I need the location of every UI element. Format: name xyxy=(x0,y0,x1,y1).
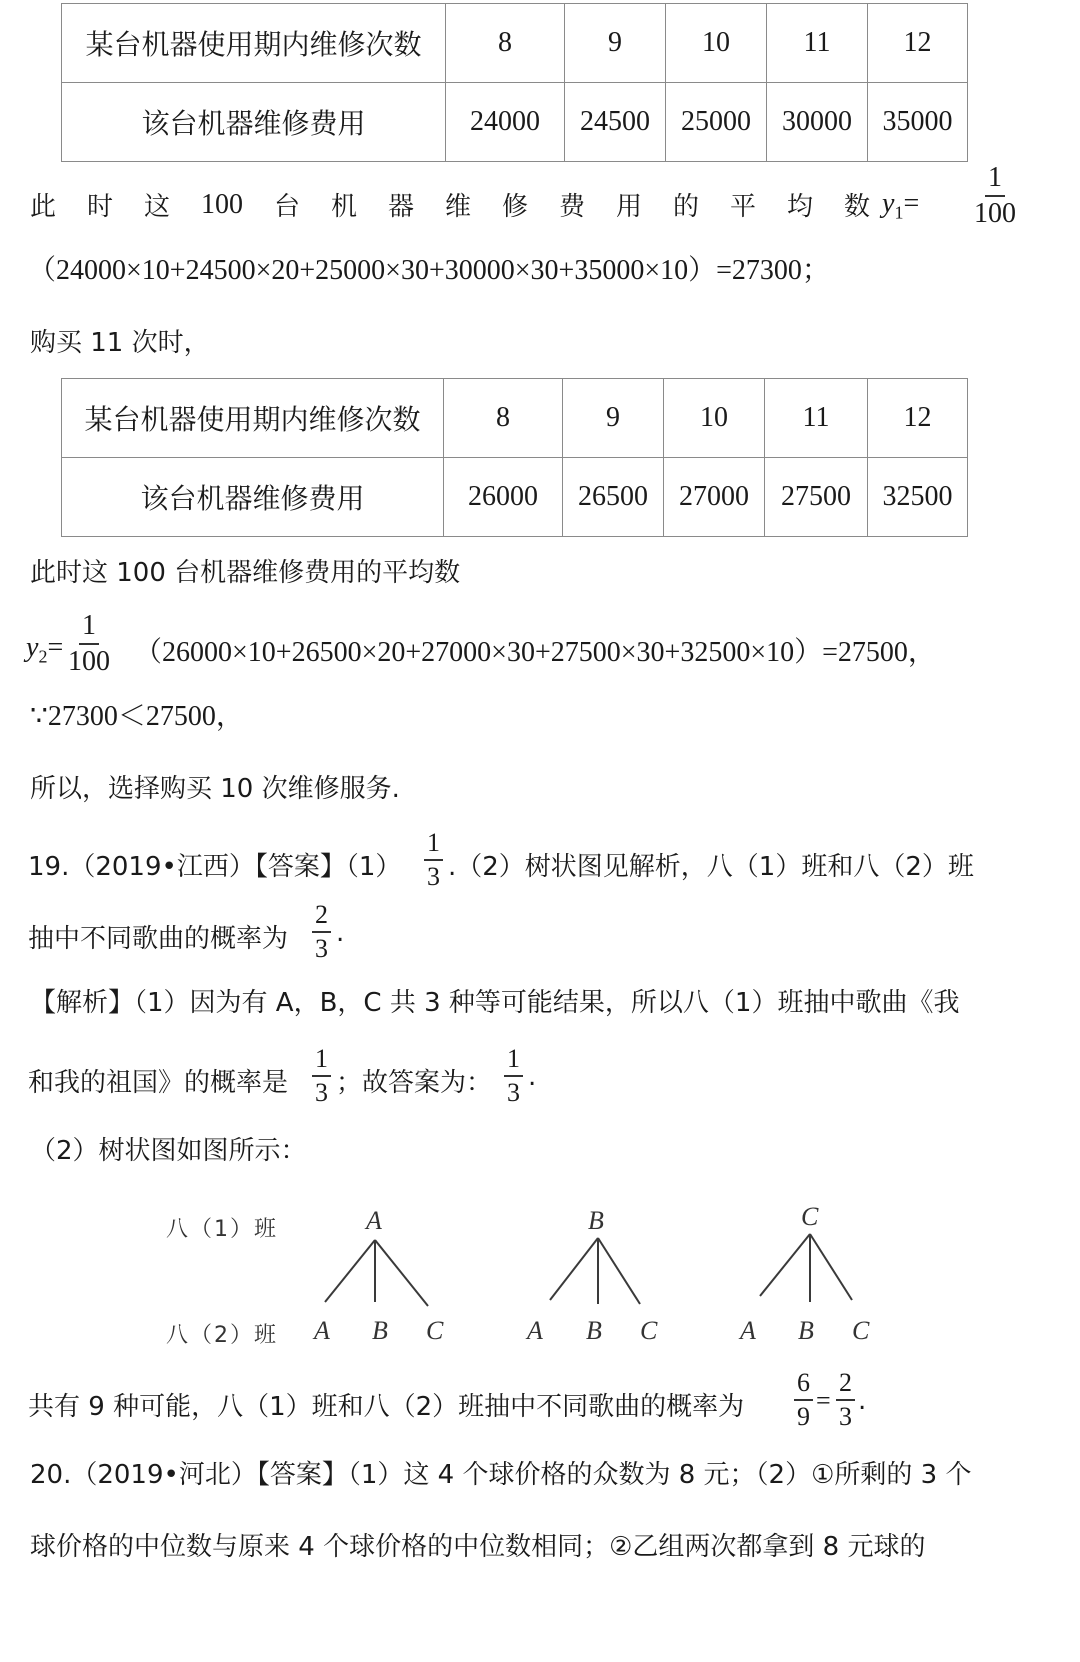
table-cell: 10 xyxy=(666,4,767,83)
table-cell: 11 xyxy=(767,4,868,83)
q20-answer-line2: 球价格的中位数与原来 4 个球价格的中位数相同；②乙组两次都拿到 8 元球的 xyxy=(30,1532,926,1562)
fraction-numerator: 1 xyxy=(312,1046,331,1077)
text-char: 台 xyxy=(273,192,300,222)
analysis-text: 和我的祖国》的概率是 xyxy=(28,1068,289,1098)
text-char: 机 xyxy=(330,192,357,222)
table-cell: 11 xyxy=(765,379,868,458)
fraction-denominator: 100 xyxy=(974,198,1016,229)
table-cell: 24500 xyxy=(565,83,666,162)
average-y2-line xyxy=(26,612,1066,682)
fraction-numerator: 6 xyxy=(794,1370,813,1401)
table-cell: 12 xyxy=(868,4,968,83)
fraction-numerator: 1 xyxy=(504,1046,523,1077)
text-char: 修 xyxy=(501,192,528,222)
table-row xyxy=(62,4,968,83)
q19-answer-line xyxy=(28,830,1068,900)
fraction-denominator: 3 xyxy=(427,862,440,891)
variable-y2 xyxy=(26,630,63,668)
row-header-repair-cost: 该台机器维修费用 xyxy=(62,458,444,537)
fraction-1-over-100 xyxy=(974,164,1016,228)
table-cell: 26000 xyxy=(444,458,563,537)
fraction-numerator: 2 xyxy=(312,902,331,933)
tree-label-class-1: 八（1）班 xyxy=(166,1217,278,1242)
fraction-numerator: 2 xyxy=(836,1370,855,1401)
analysis-text: ；故答案为： xyxy=(336,1068,493,1098)
tree-root-b: B xyxy=(588,1206,604,1235)
tree-leaf-c: C xyxy=(426,1316,444,1345)
q19-line2-text: 抽中不同歌曲的概率为 xyxy=(28,924,289,954)
text-char: 用 xyxy=(615,192,642,222)
tree-leaf-b: B xyxy=(586,1316,602,1345)
formula-y1: （24000×10+24500×20+25000×30+30000×30+35000×10）=27300； xyxy=(28,255,830,286)
formula-y2: （26000×10+26500×20+27000×30+27500×30+32500×10）=27500， xyxy=(134,637,936,668)
table-cell: 32500 xyxy=(868,458,968,537)
var-subscript: 2 xyxy=(38,646,48,667)
table-cell: 9 xyxy=(563,379,664,458)
equals-sign: = xyxy=(903,188,920,219)
equals-sign: = xyxy=(47,632,64,663)
fraction-1-over-3 xyxy=(312,1046,331,1106)
period: . xyxy=(336,918,345,948)
table-row xyxy=(62,379,968,458)
table-cell: 10 xyxy=(664,379,765,458)
average-y1-line xyxy=(30,162,1030,240)
text-char: 时 xyxy=(87,192,114,222)
result-text: 共有 9 种可能，八（1）班和八（2）班抽中不同歌曲的概率为 xyxy=(28,1392,745,1422)
fraction-denominator: 9 xyxy=(797,1402,810,1431)
fraction-denominator: 3 xyxy=(315,1078,328,1107)
text-char: 的 xyxy=(672,192,699,222)
fraction-1-over-3 xyxy=(504,1046,523,1106)
table-cell: 8 xyxy=(446,4,565,83)
row-header-repair-cost: 该台机器维修费用 xyxy=(62,83,446,162)
text-char: 均 xyxy=(786,192,813,222)
q20-answer-line1: 20.（2019•河北）【答案】（1）这 4 个球价格的众数为 8 元；（2）①所剩的 3 个 xyxy=(30,1460,972,1490)
table-row xyxy=(62,83,968,162)
average-y2-intro: 此时这 100 台机器维修费用的平均数 xyxy=(30,558,461,588)
text-char: 平 xyxy=(729,192,756,222)
text-char: 维 xyxy=(444,192,471,222)
var-letter: y xyxy=(882,188,895,219)
q19-result-line xyxy=(28,1368,1068,1438)
tree-leaf-a: A xyxy=(314,1316,330,1345)
variable-y1 xyxy=(882,186,919,224)
tree-leaf-a: A xyxy=(527,1316,543,1345)
row-header-repair-count: 某台机器使用期内维修次数 xyxy=(62,4,446,83)
fraction-numerator: 1 xyxy=(424,830,443,861)
fraction-denominator: 3 xyxy=(315,934,328,963)
comparison-text: ∵27300＜27500， xyxy=(30,701,244,732)
fraction-denominator: 100 xyxy=(68,646,110,677)
fraction-denominator: 3 xyxy=(839,1402,852,1431)
q19-answer-line2 xyxy=(28,902,1068,972)
q19-analysis-line1: 【解析】（1）因为有 A，B，C 共 3 种等可能结果，所以八（1）班抽中歌曲《我 xyxy=(30,988,960,1018)
text-char: 费 xyxy=(558,192,585,222)
q19-analysis-line2 xyxy=(28,1046,1068,1116)
tree-root-a: A xyxy=(366,1206,382,1235)
fraction-1-over-3 xyxy=(424,830,443,890)
table-cell: 9 xyxy=(565,4,666,83)
tree-root-c: C xyxy=(801,1202,819,1231)
table-cell: 24000 xyxy=(446,83,565,162)
table-cell: 26500 xyxy=(563,458,664,537)
text-char: 器 xyxy=(387,192,414,222)
text-char: 数 xyxy=(843,192,870,222)
period: . xyxy=(528,1062,537,1092)
table-row xyxy=(62,458,968,537)
var-subscript: 1 xyxy=(894,202,904,223)
tree-leaf-b: B xyxy=(798,1316,814,1345)
conclusion-text: 所以，选择购买 10 次维修服务. xyxy=(30,774,400,804)
tree-leaf-b: B xyxy=(372,1316,388,1345)
q19-head: 19.（2019•江西）【答案】（1） xyxy=(28,852,402,882)
tree-diagram xyxy=(0,1200,1080,1360)
tree-leaf-c: C xyxy=(852,1316,870,1345)
text-char: 此 xyxy=(30,192,57,222)
tree-leaf-c: C xyxy=(640,1316,658,1345)
table-cell: 25000 xyxy=(666,83,767,162)
fraction-6-over-9 xyxy=(794,1370,813,1430)
row-header-repair-count: 某台机器使用期内维修次数 xyxy=(62,379,444,458)
fraction-2-over-3 xyxy=(312,902,331,962)
table-cell: 27500 xyxy=(765,458,868,537)
table-cell: 8 xyxy=(444,379,563,458)
tree-caption: （2）树状图如图所示： xyxy=(30,1136,307,1166)
table-cell: 12 xyxy=(868,379,968,458)
fraction-2-over-3 xyxy=(836,1370,855,1430)
fraction-numerator: 1 xyxy=(79,612,99,645)
tree-leaf-a: A xyxy=(740,1316,756,1345)
repair-cost-table-11 xyxy=(61,378,968,537)
fraction-numerator: 1 xyxy=(985,164,1005,197)
table-cell: 30000 xyxy=(767,83,868,162)
tree-label-class-2: 八（2）班 xyxy=(166,1323,278,1348)
var-letter: y xyxy=(26,632,39,663)
table-cell: 35000 xyxy=(868,83,968,162)
text-number: 100 xyxy=(201,188,243,220)
q19-mid: .（2）树状图见解析，八（1）班和八（2）班 xyxy=(448,852,974,882)
fraction-denominator: 3 xyxy=(507,1078,520,1107)
table-cell: 27000 xyxy=(664,458,765,537)
period: . xyxy=(858,1386,867,1416)
fraction-1-over-100 xyxy=(68,612,110,676)
equals-sign: = xyxy=(816,1386,831,1415)
repair-cost-table-10 xyxy=(61,3,968,162)
text-char: 这 xyxy=(144,192,171,222)
buy-11-times-text: 购买 11 次时， xyxy=(30,328,210,358)
